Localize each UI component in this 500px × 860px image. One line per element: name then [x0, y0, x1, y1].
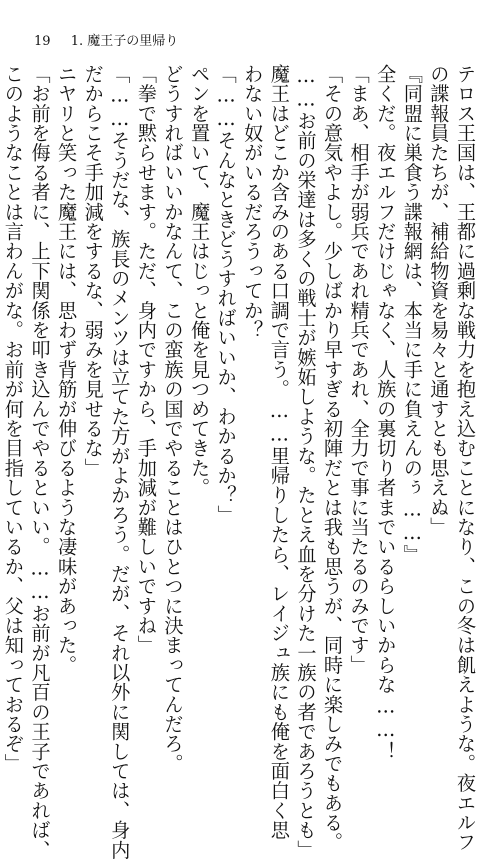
- text-line: 『同盟に巣食う諜報網は、本当に手に負えんのぅ……』: [400, 64, 424, 565]
- text-line: どうすればいいかなんて、この蛮族の国でやることはひとつに決まってんだろ。: [161, 64, 185, 774]
- text-line: 「お前を侮る者に、上下関係を叩き込んでやるといい。……お前が凡百の王子であれば、: [28, 64, 52, 860]
- text-line: わない奴がいるだろうってか？: [241, 64, 265, 340]
- text-line: 「……そうだな、族長のメンツは立てた方がよかろう。だが、それ以外に関しては、身内: [108, 64, 132, 860]
- text-line: テロス王国は、王都に過剰な戦力を抱え込むことになり、この冬は飢えような。夜エルフ: [454, 64, 477, 852]
- text-line: の諜報員たちが、補給物資を易々と通すとも思えぬ」: [427, 64, 451, 537]
- chapter-title: 1. 魔王子の里帰り: [70, 34, 179, 49]
- text-line: 魔王はどこか含みのある口調で言う。……里帰りしたら、レイジュ族にも俺を面白く思: [267, 64, 291, 840]
- text-line: ……お前の栄達は多くの戦士が嫉妬しような。たとえ血を分けた一族の者であろうとも」: [294, 64, 318, 860]
- page-number: 19: [34, 34, 51, 49]
- text-line: このようなことは言わんがな。お前が何を目指しているか、父は知っておるぞ」: [1, 64, 25, 774]
- text-line: 「その意気やよし。少しばかり早すぎる初陣だとは我も思うが、同時に楽しみでもある。: [321, 64, 345, 852]
- text-line: 「……そんなときどうすればいいか、わかるか？」: [214, 64, 238, 525]
- text-line: 「拳で黙らせます。ただ、身内ですから、手加減が難しいですね」: [134, 64, 158, 655]
- text-line: ニヤリと笑った魔王には、思わず背筋が伸びるような凄味があった。: [55, 64, 79, 675]
- text-line: 「まあ、相手が弱兵であれ精兵であれ、全力で事に当たるのみです」: [347, 64, 371, 675]
- page-header: [34, 34, 178, 50]
- text-line: だからこそ手加減をするな、弱みを見せるな」: [81, 64, 105, 478]
- text-line: 全くだ。夜エルフだけじゃなく、人族の裏切り者までいるらしいからな……！: [374, 64, 398, 762]
- vertical-text-block: [1, 64, 478, 860]
- text-line: ペンを置いて、魔王はじっと俺を見つめてきた。: [188, 64, 212, 498]
